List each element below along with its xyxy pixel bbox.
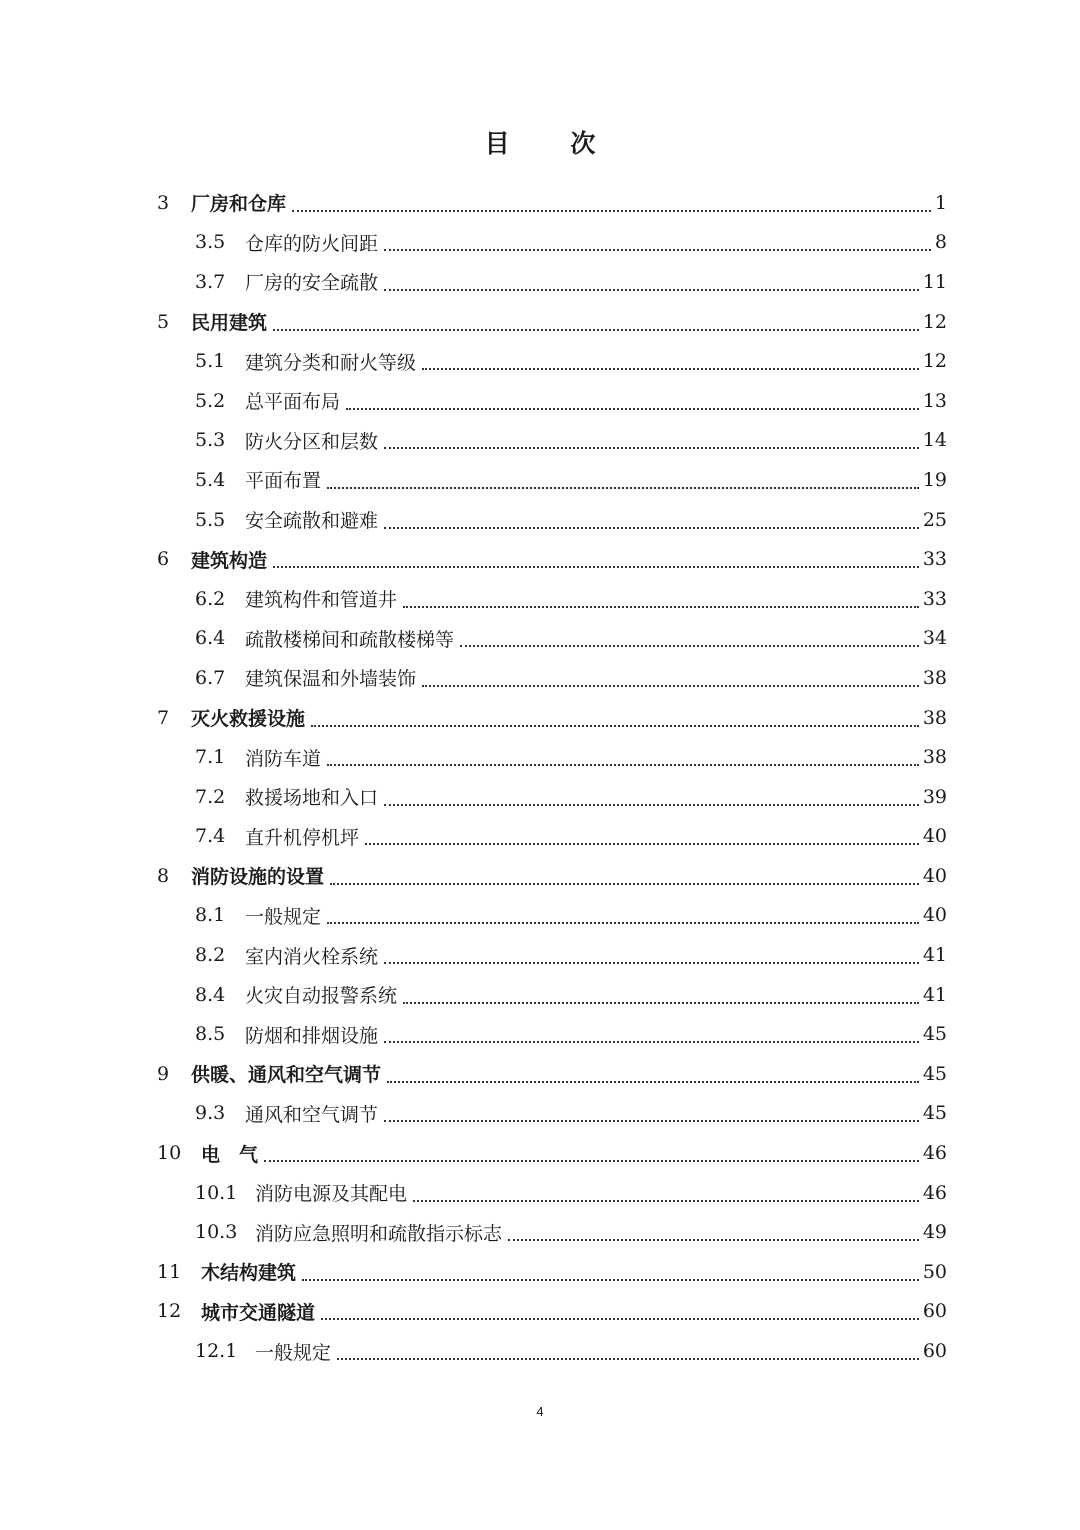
toc-entry-page: 50: [922, 1260, 947, 1283]
toc-entry-page: 49: [922, 1221, 947, 1244]
toc-entry-page: 45: [922, 1023, 947, 1046]
toc-entry-page: 11: [922, 270, 947, 293]
toc-section-entry[interactable]: [157, 223, 947, 263]
toc-entry-page: 33: [922, 587, 947, 610]
toc-section-entry[interactable]: [157, 262, 947, 302]
toc-entry-number: 10.3: [195, 1221, 238, 1244]
toc-chapter-entry[interactable]: [157, 856, 947, 896]
toc-entry-title: 建筑构件和管道井: [245, 589, 398, 612]
toc-entry-page: 60: [922, 1300, 947, 1323]
toc-entry-number: 3.7: [195, 270, 226, 293]
dot-leader: [321, 1304, 919, 1320]
toc-section-entry[interactable]: [157, 1094, 947, 1134]
toc-entry-title: 厂房和仓库: [191, 193, 287, 216]
toc-entry-page: 41: [922, 983, 947, 1006]
toc-entry-page: 25: [922, 508, 947, 531]
dot-leader: [422, 354, 919, 370]
toc-section-entry[interactable]: [157, 817, 947, 857]
toc-section-entry[interactable]: [157, 1173, 947, 1213]
toc-chapter-entry[interactable]: [157, 183, 947, 223]
toc-entry-title: 救援场地和入口: [245, 787, 379, 810]
toc-entry-title: 木结构建筑: [201, 1262, 297, 1285]
toc-entry-number: 8.1: [195, 904, 226, 927]
toc-entry-page: 39: [922, 785, 947, 808]
toc-entry-page: 45: [922, 1062, 947, 1085]
toc-entry-title: 电 气: [201, 1143, 259, 1166]
toc-section-entry[interactable]: [157, 737, 947, 777]
toc-entry-number: 6.4: [195, 627, 226, 650]
toc-entry-page: 38: [922, 666, 947, 689]
toc-entry-title: 平面布置: [245, 470, 322, 493]
toc-entry-number: 9: [157, 1062, 170, 1085]
dot-leader: [302, 1265, 919, 1281]
toc-entry-title: 仓库的防火间距: [245, 232, 379, 255]
toc-entry-title: 民用建筑: [191, 312, 268, 335]
toc-entry-number: 5.1: [195, 350, 226, 373]
dot-leader: [327, 908, 919, 924]
toc-entry-title: 通风和空气调节: [245, 1103, 379, 1126]
toc-entry-number: 6.2: [195, 587, 226, 610]
toc-entry-number: 5.2: [195, 389, 226, 412]
dot-leader: [384, 235, 931, 251]
toc-entry-title: 疏散楼梯间和疏散楼梯等: [245, 628, 455, 651]
toc-section-entry[interactable]: [157, 579, 947, 619]
toc-entry-page: 12: [922, 350, 947, 373]
toc-entry-number: 12.1: [195, 1340, 238, 1363]
toc-entry-title: 防火分区和层数: [245, 430, 379, 453]
toc-entry-title: 消防设施的设置: [191, 866, 325, 889]
toc-entry-title: 厂房的安全疏散: [245, 272, 379, 295]
dot-leader: [330, 869, 919, 885]
toc-entry-number: 5.5: [195, 508, 226, 531]
toc-entry-number: 8.5: [195, 1023, 226, 1046]
toc-entry-page: 12: [922, 310, 947, 333]
dot-leader: [327, 473, 919, 489]
toc-entry-page: 60: [922, 1340, 947, 1363]
toc-entry-page: 33: [922, 548, 947, 571]
toc-entry-page: 34: [922, 627, 947, 650]
dot-leader: [384, 1106, 919, 1122]
toc-entry-number: 12: [157, 1300, 182, 1323]
toc-entry-number: 11: [157, 1260, 182, 1283]
toc-chapter-entry[interactable]: [157, 302, 947, 342]
toc-entry-title: 安全疏散和避难: [245, 510, 379, 533]
page-title: 目 次: [484, 129, 622, 158]
dot-leader: [337, 1344, 919, 1360]
toc-section-entry[interactable]: [157, 500, 947, 540]
toc-entry-page: 40: [922, 825, 947, 848]
dot-leader: [384, 948, 919, 964]
toc-chapter-entry[interactable]: [157, 539, 947, 579]
toc-entry-number: 6: [157, 548, 170, 571]
toc-entry-number: 9.3: [195, 1102, 226, 1125]
page-number: 4: [536, 1404, 544, 1419]
toc-entry-number: 5.3: [195, 429, 226, 452]
toc-entry-title: 室内消火栓系统: [245, 945, 379, 968]
toc-entry-title: 建筑分类和耐火等级: [245, 351, 417, 374]
toc-entry-number: 7.4: [195, 825, 226, 848]
toc-entry-number: 7.1: [195, 746, 226, 769]
dot-leader: [311, 711, 919, 727]
toc-entry-title: 一般规定: [255, 1341, 332, 1364]
dot-leader: [292, 196, 931, 212]
toc-entry-title: 城市交通隧道: [201, 1301, 316, 1324]
toc-entry-page: 1: [934, 191, 947, 214]
toc-entry-number: 5: [157, 310, 170, 333]
toc-entry-number: 10: [157, 1142, 182, 1165]
toc-chapter-entry[interactable]: [157, 1054, 947, 1094]
toc-entry-page: 8: [934, 231, 947, 254]
toc-chapter-entry[interactable]: [157, 1252, 947, 1292]
toc-entry-title: 建筑保温和外墙装饰: [245, 668, 417, 691]
dot-leader: [273, 552, 919, 568]
toc-section-entry[interactable]: [157, 460, 947, 500]
toc-entry-title: 灭火救援设施: [191, 708, 306, 731]
toc-entry-page: 38: [922, 706, 947, 729]
dot-leader: [365, 829, 919, 845]
toc-chapter-entry[interactable]: [157, 1292, 947, 1332]
dot-leader: [327, 750, 919, 766]
toc-entry-number: 10.1: [195, 1181, 238, 1204]
dot-leader: [384, 513, 919, 529]
toc-entry-title: 直升机停机坪: [245, 826, 360, 849]
toc-section-entry[interactable]: [157, 381, 947, 421]
toc-section-entry[interactable]: [157, 935, 947, 975]
toc-entry-number: 6.7: [195, 666, 226, 689]
toc-entry-number: 8.4: [195, 983, 226, 1006]
toc-entry-title: 消防车道: [245, 747, 322, 770]
toc-entry-page: 41: [922, 944, 947, 967]
dot-leader: [346, 394, 919, 410]
toc-entry-title: 一般规定: [245, 905, 322, 928]
dot-leader: [273, 315, 919, 331]
toc-section-entry[interactable]: [157, 1014, 947, 1054]
toc-entry-number: 7: [157, 706, 170, 729]
dot-leader: [508, 1225, 919, 1241]
toc-chapter-entry[interactable]: [157, 698, 947, 738]
dot-leader: [384, 790, 919, 806]
toc-entry-title: 消防应急照明和疏散指示标志: [255, 1222, 503, 1245]
dot-leader: [264, 1146, 919, 1162]
toc-entry-title: 建筑构造: [191, 549, 268, 572]
toc-entry-number: 3: [157, 191, 170, 214]
toc-entry-page: 46: [922, 1181, 947, 1204]
toc-entry-page: 13: [922, 389, 947, 412]
toc-entry-number: 8.2: [195, 944, 226, 967]
toc-entry-title: 火灾自动报警系统: [245, 985, 398, 1008]
toc-section-entry[interactable]: [157, 1212, 947, 1252]
toc-entry-number: 8: [157, 864, 170, 887]
toc-chapter-entry[interactable]: [157, 1133, 947, 1173]
toc-entry-title: 消防电源及其配电: [255, 1183, 408, 1206]
dot-leader: [387, 1067, 919, 1083]
toc-section-entry[interactable]: [157, 896, 947, 936]
toc-entry-page: 14: [922, 429, 947, 452]
dot-leader: [403, 592, 919, 608]
toc-entry-page: 46: [922, 1142, 947, 1165]
dot-leader: [384, 1027, 919, 1043]
toc-entry-title: 总平面布局: [245, 391, 341, 414]
dot-leader: [384, 275, 919, 291]
toc-section-entry[interactable]: [157, 1331, 947, 1371]
toc-entry-number: 5.4: [195, 468, 226, 491]
dot-leader: [403, 988, 919, 1004]
toc-section-entry[interactable]: [157, 777, 947, 817]
toc-entry-number: 3.5: [195, 231, 226, 254]
toc-entry-title: 防烟和排烟设施: [245, 1024, 379, 1047]
toc-section-entry[interactable]: [157, 421, 947, 461]
table-of-contents: [157, 183, 947, 1371]
toc-entry-page: 45: [922, 1102, 947, 1125]
toc-section-entry[interactable]: [157, 341, 947, 381]
dot-leader: [413, 1186, 919, 1202]
dot-leader: [460, 631, 919, 647]
toc-section-entry[interactable]: [157, 975, 947, 1015]
toc-entry-number: 7.2: [195, 785, 226, 808]
toc-section-entry[interactable]: [157, 658, 947, 698]
toc-entry-page: 19: [922, 468, 947, 491]
dot-leader: [384, 433, 919, 449]
toc-entry-page: 40: [922, 904, 947, 927]
toc-entry-page: 38: [922, 746, 947, 769]
toc-entry-page: 40: [922, 864, 947, 887]
toc-entry-title: 供暖、通风和空气调节: [191, 1064, 382, 1087]
toc-section-entry[interactable]: [157, 619, 947, 659]
dot-leader: [422, 671, 919, 687]
